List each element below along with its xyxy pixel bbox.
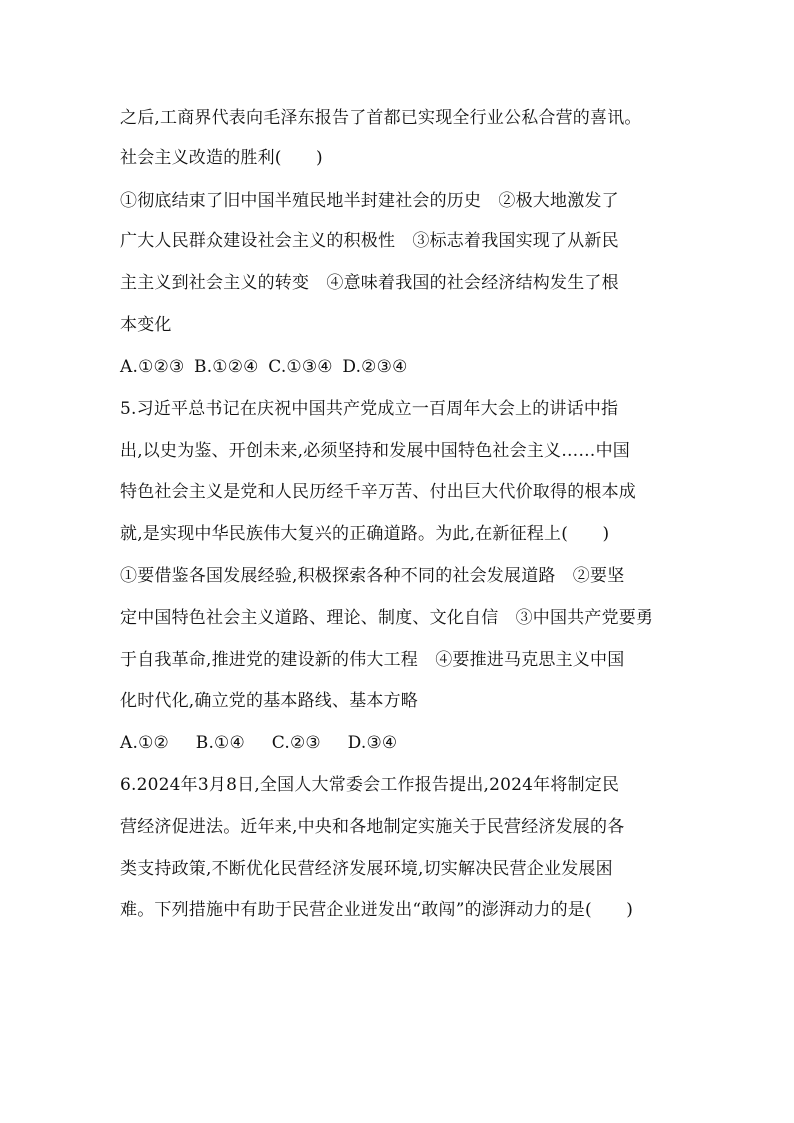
q6-stem-line-2: 营经济促进法。近年来,中央和各地制定实施关于民营经济发展的各 <box>120 817 625 837</box>
q5-stem-line-1: 5.习近平总书记在庆祝中国共产党成立一百周年大会上的讲话中指 <box>120 399 619 419</box>
q5-item-line-1: ①要借鉴各国发展经验,积极探索各种不同的社会发展道路 ②要坚 <box>120 566 625 586</box>
q4-item-line-1: ①彻底结束了旧中国半殖民地半封建社会的历史 ②极大地激发了 <box>120 191 619 211</box>
q5-item-line-3: 于自我革命,推进党的建设新的伟大工程 ④要推进马克思主义中国 <box>120 650 625 670</box>
q4-options: A.①②③ B.①②④ C.①③④ D.②③④ <box>120 357 408 377</box>
q5-item-line-2: 定中国特色社会主义道路、理论、制度、文化自信 ③中国共产党要勇 <box>120 608 654 628</box>
q5-stem-line-2: 出,以史为鉴、开创未来,必须坚持和发展中国特色社会主义……中国 <box>120 441 631 461</box>
q5-stem-line-3: 特色社会主义是党和人民历经千辛万苦、付出巨大代价取得的根本成 <box>120 482 636 502</box>
q5-stem-line-4: 就,是实现中华民族伟大复兴的正确道路。为此,在新征程上( ) <box>120 524 610 544</box>
q6-stem-line-4: 难。下列措施中有助于民营企业迸发出“敢闯”的澎湃动力的是( ) <box>120 900 634 920</box>
q5-item-line-4: 化时代化,确立党的基本路线、基本方略 <box>120 691 419 711</box>
q6-stem-line-1: 6.2024年3月8日,全国人大常委会工作报告提出,2024年将制定民 <box>120 775 620 795</box>
q5-options: A.①② B.①④ C.②③ D.③④ <box>120 733 398 753</box>
q4-item-line-4: 本变化 <box>120 315 172 335</box>
q6-stem-line-3: 类支持政策,不断优化民营经济发展环境,切实解决民营企业发展困 <box>120 859 613 879</box>
q4-stem-end: 社会主义改造的胜利( ) <box>120 148 323 168</box>
q4-item-line-3: 主主义到社会主义的转变 ④意味着我国的社会经济结构发生了根 <box>120 273 619 293</box>
q4-stem-continuation: 之后,工商界代表向毛泽东报告了首都已实现全行业公私合营的喜讯。 <box>120 108 642 128</box>
q4-item-line-2: 广大人民群众建设社会主义的积极性 ③标志着我国实现了从新民 <box>120 231 619 251</box>
